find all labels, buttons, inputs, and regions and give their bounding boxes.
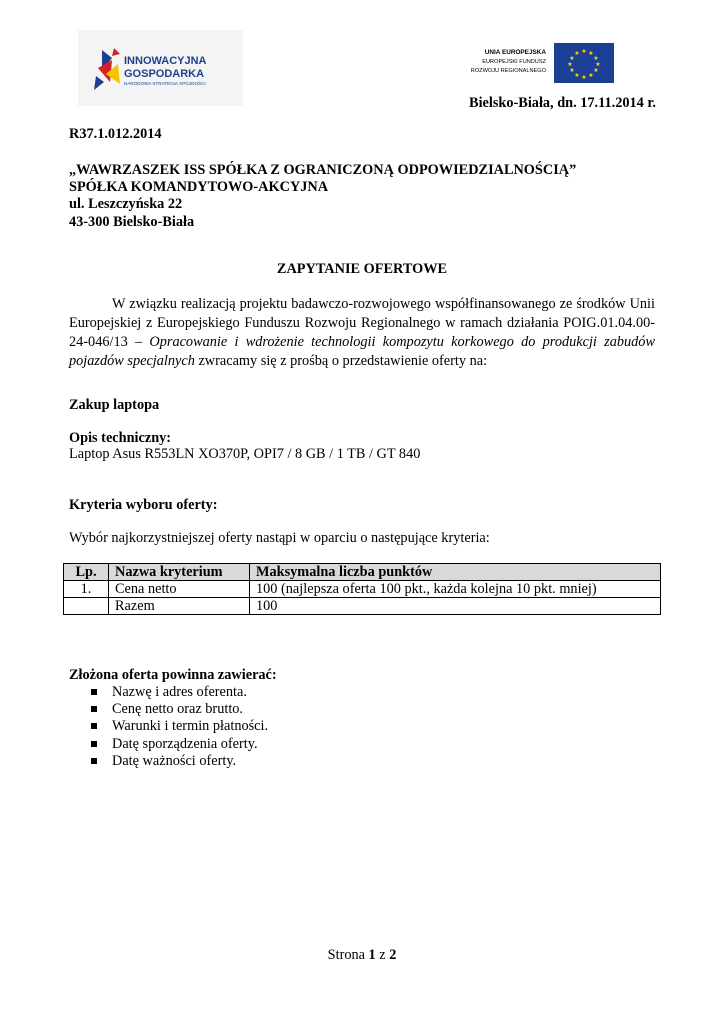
city-date: Bielsko-Biała, dn. 17.11.2014 r. [469,95,656,111]
reference-number: R37.1.012.2014 [69,126,162,142]
bullet-icon [91,723,97,729]
intro-part2: zwracamy się z prośbą o przedstawienie oferty na: [194,353,488,369]
svg-text:★: ★ [574,72,580,79]
recipient-address [69,162,576,231]
table-row [64,581,661,598]
svg-text:★: ★ [581,48,587,55]
list-item-text: Cenę netto oraz brutto. [112,701,244,718]
offer-requirements-list [90,684,268,770]
logo-left-line1: INNOWACYJNA [124,55,207,67]
svg-text:★: ★ [569,55,575,62]
logo-right-line1: UNIA EUROPEJSKA [484,49,546,56]
svg-text:★: ★ [567,61,573,68]
logo-left-line2: GOSPODARKA [124,68,205,80]
criteria-intro: Wybór najkorzystniejszej oferty nastąpi w oparciu o następujące kryteria: [69,530,490,546]
cell-lp [64,598,109,615]
recipient-city: 43-300 Bielsko-Biała [69,213,195,230]
cell-criterion-name: Razem [109,598,250,615]
project-title: Opracowanie i wdrożenie technologii kompozytu korkowego do produkcji zabudów pojazdów specjalnych [69,334,655,369]
footer-current-page: 1 [368,947,376,963]
cell-max-points: 100 (najlepsza oferta 100 pkt., każda kolejna 10 pkt. mniej) [250,581,661,598]
svg-text:★: ★ [569,67,575,74]
technical-label: Opis techniczny: [69,430,172,446]
svg-text:★: ★ [593,67,599,74]
svg-text:★: ★ [588,50,594,57]
eu-emblem [458,40,618,86]
innowacyjna-gospodarka-emblem [78,30,243,106]
logo-left-line3: NARODOWA STRATEGIA SPÓJNOŚCI [124,81,206,86]
offer-requirements-heading: Złożona oferta powinna zawierać: [69,667,277,683]
header-max-points: Maksymalna liczba punktów [250,564,661,581]
intro-part1: W związku realizacją projektu badawczo-rozwojowego współfinansowanego ze środków Unii Europejskiej z Europejskiego Funduszu Rozwoju Regionalnego w ramach działania POIG.01.04.00-24-046/13 – [69,296,655,350]
criteria-heading: Kryteria wyboru oferty: [69,497,218,513]
criteria-table [63,563,661,615]
logo-right-line3: ROZWOJU REGIONALNEGO [470,68,546,74]
recipient-street: ul. Leszczyńska 22 [69,196,183,213]
list-item-text: Warunki i termin płatności. [112,718,269,735]
bullet-icon [91,741,97,747]
page-footer [0,947,724,964]
list-item [90,701,268,718]
list-item-text: Datę ważności oferty. [112,752,237,769]
footer-middle: z [375,947,390,963]
innowacyjna-gospodarka-logo [78,30,243,106]
footer-prefix: Strona [327,947,369,963]
svg-text:★: ★ [574,50,580,57]
cell-max-points: 100 [250,598,661,615]
table-header-row [64,564,661,581]
list-item-text: Nazwę i adres oferenta. [112,684,247,700]
bullet-icon [91,689,97,695]
recipient-name-line1: „WAWRZASZEK ISS SPÓŁKA Z OGRANICZONĄ ODPOWIEDZIALNOŚCIĄ” [69,162,577,178]
header-lp: Lp. [64,564,109,581]
cell-criterion-name: Cena netto [109,581,250,598]
svg-text:★: ★ [581,74,587,81]
table-row [64,598,661,615]
purchase-heading: Zakup laptopa [69,397,160,413]
technical-value: Laptop Asus R553LN XO370P, OPI7 / 8 GB / 1 TB / GT 840 [69,446,421,462]
cell-lp: 1. [64,581,109,598]
list-item-text: Datę sporządzenia oferty. [112,735,258,752]
document-title: ZAPYTANIE OFERTOWE [276,261,448,277]
footer-total-pages: 2 [389,947,397,963]
recipient-name-line2: SPÓŁKA KOMANDYTOWO-AKCYJNA [69,179,329,196]
list-item [90,684,268,701]
svg-text:★: ★ [593,55,599,62]
bullet-icon [91,706,97,712]
eu-logo [458,40,618,86]
bullet-icon [91,758,97,764]
logo-right-line2: EUROPEJSKI FUNDUSZ [482,59,546,65]
svg-text:★: ★ [595,61,601,68]
list-item [90,736,268,753]
svg-text:★: ★ [588,72,594,79]
header-criterion-name: Nazwa kryterium [109,564,250,581]
intro-paragraph [69,295,655,371]
list-item [90,753,268,770]
list-item [90,718,268,735]
